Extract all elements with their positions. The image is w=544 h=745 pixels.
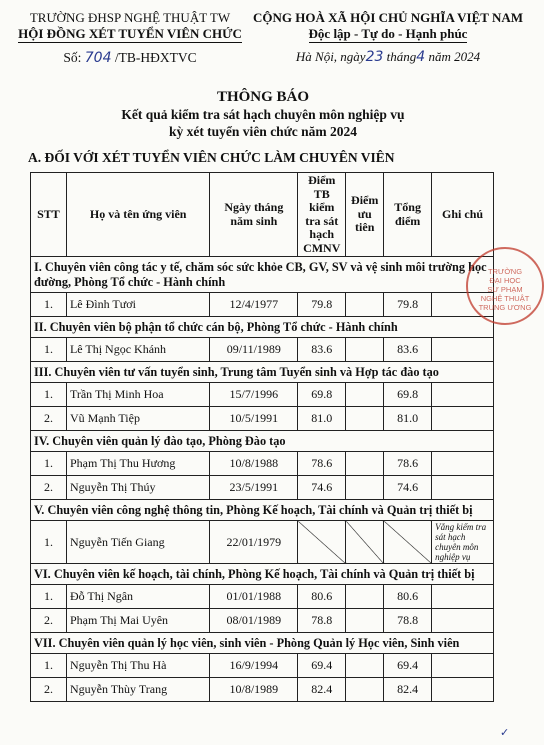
document-title: THÔNG BÁO <box>216 89 310 105</box>
table-body <box>31 257 494 702</box>
cell-uu-tien <box>346 338 384 362</box>
cell-uu-tien <box>346 609 384 633</box>
cell-note <box>432 585 494 609</box>
signature-mark: ✓ <box>500 726 510 739</box>
cell-dob: 09/11/1989 <box>210 338 298 362</box>
nation-line-2: Độc lập - Tự do - Hạnh phúc <box>308 26 468 41</box>
handwritten-number: 704 <box>84 50 112 66</box>
cell-dob: 22/01/1979 <box>210 521 298 564</box>
cell-note <box>432 383 494 407</box>
cell-stt: 2. <box>31 678 67 702</box>
cell-tong: 79.8 <box>384 293 432 317</box>
cell-dob: 12/4/1977 <box>210 293 298 317</box>
cell-name: Phạm Thị Thu Hương <box>66 452 209 476</box>
table-row <box>31 338 494 362</box>
cell-dob: 15/7/1996 <box>210 383 298 407</box>
cell-note <box>432 338 494 362</box>
cell-stt: 1. <box>31 521 67 564</box>
cell-tb: 81.0 <box>298 407 346 431</box>
group-title: I. Chuyên viên công tác y tế, chăm sóc sức khỏe CB, GV, SV và vệ sinh môi trường học đường, Phòng Tổ chức - Hành chính <box>31 257 494 293</box>
document-title-block <box>0 88 526 140</box>
cell-tb: 74.6 <box>298 476 346 500</box>
col-name: Họ và tên ứng viên <box>66 173 209 257</box>
cell-uu-tien <box>346 521 384 564</box>
group-row <box>31 500 494 521</box>
results-table <box>30 172 494 702</box>
cell-name: Phạm Thị Mai Uyên <box>66 609 209 633</box>
table-row <box>31 609 494 633</box>
nation-line-1: CỘNG HOÀ XÃ HỘI CHỦ NGHĨA VIỆT NAM <box>252 10 524 25</box>
cell-note <box>432 452 494 476</box>
org-line-2: HỘI ĐỒNG XÉT TUYỂN VIÊN CHỨC <box>18 26 242 41</box>
cell-dob: 10/8/1989 <box>210 678 298 702</box>
cell-stt: 1. <box>31 383 67 407</box>
cell-tb: 69.4 <box>298 654 346 678</box>
group-title: III. Chuyên viên tư vấn tuyển sinh, Trung tâm Tuyển sinh và Hợp tác đào tạo <box>31 362 494 383</box>
cell-tb: 80.6 <box>298 585 346 609</box>
col-dob: Ngày tháng năm sinh <box>210 173 298 257</box>
cell-uu-tien <box>346 585 384 609</box>
col-tong: Tổng điểm <box>384 173 432 257</box>
cell-note <box>432 609 494 633</box>
col-stt: STT <box>31 173 67 257</box>
cell-tong: 81.0 <box>384 407 432 431</box>
cell-dob: 01/01/1988 <box>210 585 298 609</box>
cell-uu-tien <box>346 293 384 317</box>
group-row <box>31 362 494 383</box>
cell-tb: 69.8 <box>298 383 346 407</box>
cell-tong: 69.4 <box>384 654 432 678</box>
issuing-organization <box>6 10 254 67</box>
cell-uu-tien <box>346 407 384 431</box>
cell-name: Trần Thị Minh Hoa <box>66 383 209 407</box>
cell-uu-tien <box>346 678 384 702</box>
cell-note <box>432 407 494 431</box>
cell-tong: 74.6 <box>384 476 432 500</box>
cell-tb: 82.4 <box>298 678 346 702</box>
cell-tong: 78.8 <box>384 609 432 633</box>
table-row <box>31 678 494 702</box>
cell-name: Nguyễn Thị Thúy <box>66 476 209 500</box>
cell-stt: 1. <box>31 293 67 317</box>
cell-note: Vắng kiểm tra sát hạch chuyên môn nghiệp vụ <box>432 521 494 564</box>
cell-name: Đỗ Thị Ngân <box>66 585 209 609</box>
cell-uu-tien <box>346 654 384 678</box>
cell-tb: 78.6 <box>298 452 346 476</box>
cell-note <box>432 476 494 500</box>
group-title: VII. Chuyên viên quản lý học viên, sinh viên - Phòng Quản lý Học viên, Sinh viên <box>31 633 494 654</box>
group-title: II. Chuyên viên bộ phận tổ chức cán bộ, Phòng Tổ chức - Hành chính <box>31 317 494 338</box>
table-header-row <box>31 173 494 257</box>
cell-tb <box>298 521 346 564</box>
group-row <box>31 257 494 293</box>
cell-note <box>432 654 494 678</box>
table-row <box>31 383 494 407</box>
cell-tong: 69.8 <box>384 383 432 407</box>
cell-tb: 79.8 <box>298 293 346 317</box>
cell-tb: 83.6 <box>298 338 346 362</box>
cell-tong: 80.6 <box>384 585 432 609</box>
table-row <box>31 407 494 431</box>
group-title: VI. Chuyên viên kế hoạch, tài chính, Phòng Kế hoạch, Tài chính và Quản trị thiết bị <box>31 564 494 585</box>
cell-uu-tien <box>346 476 384 500</box>
cell-name: Nguyễn Tiến Giang <box>66 521 209 564</box>
group-title: V. Chuyên viên công nghệ thông tin, Phòng Kế hoạch, Tài chính và Quản trị thiết bị <box>31 500 494 521</box>
cell-uu-tien <box>346 452 384 476</box>
cell-uu-tien <box>346 383 384 407</box>
group-row <box>31 431 494 452</box>
cell-tong: 78.6 <box>384 452 432 476</box>
group-title: IV. Chuyên viên quản lý đào tạo, Phòng Đào tạo <box>31 431 494 452</box>
col-ghi-chu: Ghi chú <box>432 173 494 257</box>
cell-tong: 83.6 <box>384 338 432 362</box>
cell-stt: 2. <box>31 407 67 431</box>
cell-tong: 82.4 <box>384 678 432 702</box>
cell-tong <box>384 521 432 564</box>
group-row <box>31 633 494 654</box>
cell-stt: 1. <box>31 452 67 476</box>
cell-stt: 1. <box>31 654 67 678</box>
document-number: Số: 704 /TB-HĐXTVC <box>63 50 197 66</box>
cell-dob: 10/8/1988 <box>210 452 298 476</box>
document-subtitle-1: Kết quả kiểm tra sát hạch chuyên môn nghiệp vụ <box>121 107 405 122</box>
cell-name: Vũ Mạnh Tiệp <box>66 407 209 431</box>
cell-name: Nguyễn Thùy Trang <box>66 678 209 702</box>
table-row <box>31 654 494 678</box>
group-row <box>31 564 494 585</box>
issue-date: Hà Nội, ngày23 tháng4 năm 2024 <box>295 49 481 65</box>
col-tb: Điểm TB kiểm tra sát hạch CMNV <box>298 173 346 257</box>
table-row <box>31 585 494 609</box>
table-row <box>31 452 494 476</box>
cell-stt: 2. <box>31 476 67 500</box>
cell-dob: 23/5/1991 <box>210 476 298 500</box>
cell-name: Nguyễn Thị Thu Hà <box>66 654 209 678</box>
org-line-1: TRƯỜNG ĐHSP NGHỆ THUẬT TW <box>29 10 231 25</box>
official-seal: TRƯỜNG ĐẠI HỌC SƯ PHẠM NGHỆ THUẬT TRUNG ƯƠNG <box>466 247 544 325</box>
cell-dob: 10/5/1991 <box>210 407 298 431</box>
cell-dob: 08/01/1989 <box>210 609 298 633</box>
table-row <box>31 476 494 500</box>
cell-stt: 1. <box>31 585 67 609</box>
cell-dob: 16/9/1994 <box>210 654 298 678</box>
document-subtitle-2: kỳ xét tuyển viên chức năm 2024 <box>168 124 358 139</box>
cell-name: Lê Đình Tươi <box>66 293 209 317</box>
section-heading: A. ĐỐI VỚI XÉT TUYỂN VIÊN CHỨC LÀM CHUYÊN VIÊN <box>28 150 395 165</box>
group-row <box>31 317 494 338</box>
cell-tb: 78.8 <box>298 609 346 633</box>
national-motto <box>252 10 524 65</box>
cell-stt: 1. <box>31 338 67 362</box>
table-row <box>31 521 494 564</box>
cell-note <box>432 678 494 702</box>
cell-name: Lê Thị Ngọc Khánh <box>66 338 209 362</box>
table-row <box>31 293 494 317</box>
col-uu-tien: Điểm ưu tiên <box>346 173 384 257</box>
cell-stt: 2. <box>31 609 67 633</box>
